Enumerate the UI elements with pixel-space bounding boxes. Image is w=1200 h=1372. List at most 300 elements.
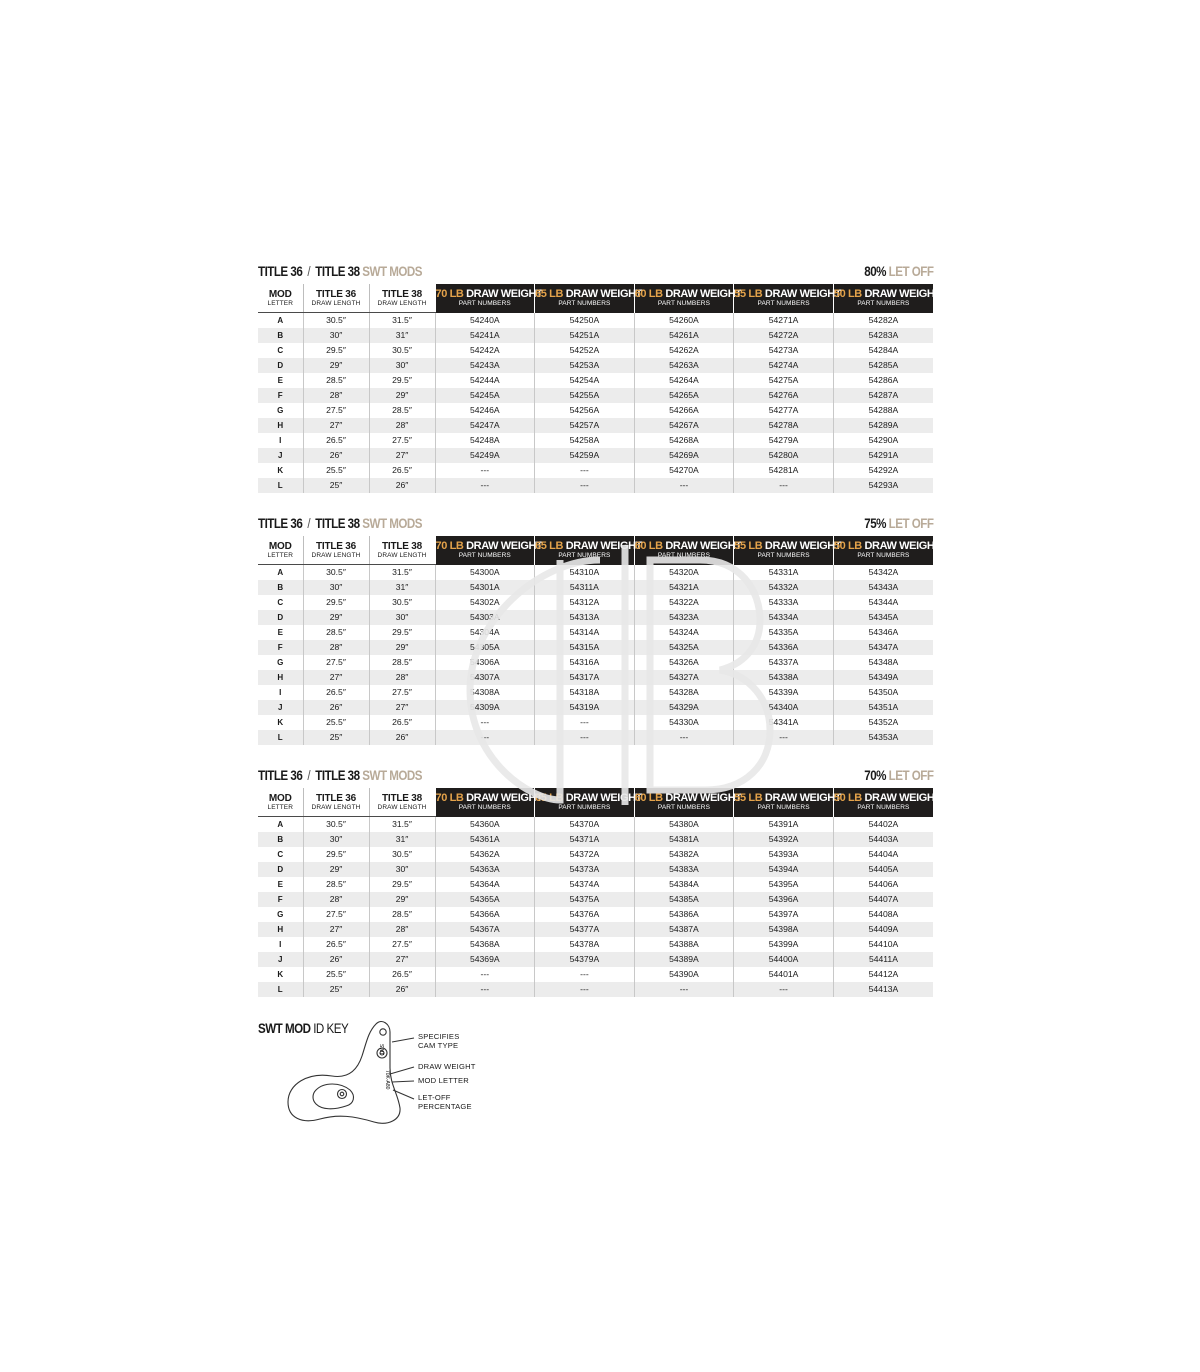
title-separator: /	[307, 264, 311, 279]
part-number-cell: ---	[634, 982, 734, 997]
weight-suffix: DRAW WEIGHT	[764, 287, 842, 300]
header-main	[734, 791, 842, 804]
title36-length-cell: 27.5″	[303, 907, 369, 922]
part-number-cell: 54285A	[833, 358, 933, 373]
title36-length-cell: 25.5″	[303, 967, 369, 982]
title36-length-cell: 29.5″	[303, 343, 369, 358]
swt-mods-label: SWT MODS	[362, 264, 423, 279]
weight-suffix: DRAW WEIGHT	[665, 539, 742, 552]
table-row	[258, 448, 933, 463]
title36-length-cell: 28.5″	[303, 625, 369, 640]
part-number-cell: 54275A	[734, 373, 834, 388]
key-title-thin: ID KEY	[313, 1021, 349, 1036]
weight-suffix: DRAW WEIGHT	[565, 539, 642, 552]
part-number-cell: 54302A	[435, 595, 535, 610]
weight-suffix: DRAW WEIGHT	[466, 287, 543, 300]
part-number-cell: 54352A	[833, 715, 933, 730]
part-number-table	[258, 536, 941, 745]
callout-leader-mod	[392, 1081, 414, 1082]
title38-length-cell: 31″	[369, 832, 435, 847]
draw-weight-header	[634, 284, 742, 313]
draw-weight-header	[535, 536, 642, 565]
part-number-cell: 54353A	[833, 730, 933, 745]
part-number-cell: 54278A	[734, 418, 834, 433]
part-number-cell: 54411A	[833, 952, 933, 967]
part-number-cell: 54369A	[435, 952, 535, 967]
table-row	[258, 625, 933, 640]
part-number-cell: 54286A	[833, 373, 933, 388]
mod-letter-header	[258, 284, 303, 313]
part-number-cell: 54248A	[435, 433, 535, 448]
header-sub: PART NUMBERS	[857, 551, 910, 559]
part-number-cell: 54334A	[734, 610, 834, 625]
title36-length-cell: 28.5″	[303, 877, 369, 892]
part-number-cell: 54379A	[535, 952, 635, 967]
header-main	[634, 287, 742, 300]
part-number-cell: 54402A	[833, 817, 933, 833]
title38-length-cell: 29.5″	[369, 877, 435, 892]
part-number-cell: 54400A	[734, 952, 834, 967]
callout-leader-cam	[392, 1038, 414, 1042]
table-header-row	[258, 788, 933, 817]
weight-value: 70 LB	[435, 791, 464, 804]
letoff-suffix: LET OFF	[888, 516, 933, 531]
part-number-cell: ---	[535, 478, 635, 493]
header-main	[535, 287, 642, 300]
part-number-cell: 54408A	[833, 907, 933, 922]
module-part-mark: 70K-A80	[384, 1070, 390, 1090]
title38-length-cell: 26.5″	[369, 967, 435, 982]
mod-letter-cell: B	[258, 328, 303, 343]
table-row	[258, 907, 933, 922]
title-separator: /	[307, 516, 311, 531]
part-number-cell: 54375A	[535, 892, 635, 907]
part-number-cell: 54314A	[535, 625, 635, 640]
part-number-cell: 54409A	[833, 922, 933, 937]
part-number-cell: 54300A	[435, 565, 535, 581]
table-row	[258, 685, 933, 700]
part-number-cell: 54276A	[734, 388, 834, 403]
part-number-cell: 54371A	[535, 832, 635, 847]
part-number-cell: 54404A	[833, 847, 933, 862]
part-number-cell: 54361A	[435, 832, 535, 847]
part-number-cell: 54365A	[435, 892, 535, 907]
part-number-cell: 54320A	[634, 565, 734, 581]
part-number-cell: 54326A	[634, 655, 734, 670]
title38-length-cell: 27″	[369, 448, 435, 463]
part-number-cell: ---	[734, 730, 834, 745]
swt-mods-label: SWT MODS	[362, 768, 423, 783]
part-number-cell: 54384A	[634, 877, 734, 892]
header-main	[734, 539, 842, 552]
table-row	[258, 328, 933, 343]
key-title-bold: SWT MOD	[258, 1021, 311, 1036]
mod-letter-cell: J	[258, 700, 303, 715]
part-number-cell: 54306A	[435, 655, 535, 670]
part-number-table	[258, 284, 941, 493]
part-number-cell: 54316A	[535, 655, 635, 670]
title36-draw-length-header	[303, 536, 369, 565]
part-number-cell: 54387A	[634, 922, 734, 937]
title36-length-cell: 26.5″	[303, 685, 369, 700]
mod-letter-cell: F	[258, 388, 303, 403]
part-number-cell: 54398A	[734, 922, 834, 937]
part-number-cell: 54360A	[435, 817, 535, 833]
header-sub: DRAW LENGTH	[377, 299, 427, 307]
part-number-cell: 54304A	[435, 625, 535, 640]
header-main	[535, 791, 642, 804]
table-row	[258, 433, 933, 448]
part-number-cell: 54312A	[535, 595, 635, 610]
title36-length-cell: 29.5″	[303, 595, 369, 610]
title36-draw-length-header	[303, 284, 369, 313]
part-number-cell: 54308A	[435, 685, 535, 700]
title38-length-cell: 27.5″	[369, 937, 435, 952]
mod-letter-cell: L	[258, 982, 303, 997]
part-number-cell: 54373A	[535, 862, 635, 877]
part-number-cell: 54399A	[734, 937, 834, 952]
weight-value: 55 LB	[734, 539, 763, 552]
letoff-suffix: LET OFF	[888, 768, 933, 783]
title36-length-cell: 26″	[303, 448, 369, 463]
part-number-cell: 54313A	[535, 610, 635, 625]
mod-letter-cell: A	[277, 820, 284, 829]
part-number-cell: ---	[734, 982, 834, 997]
callout-cam-type: SPECIFIES CAM TYPE	[418, 1032, 460, 1050]
header-main: TITLE 36	[315, 792, 357, 804]
header-main: TITLE 38	[381, 288, 423, 300]
mod-letter-cell: J	[258, 952, 303, 967]
part-number-cell: 54346A	[833, 625, 933, 640]
table-row	[258, 388, 933, 403]
header-sub: PART NUMBERS	[757, 803, 810, 811]
part-number-cell: 54250A	[535, 313, 635, 329]
weight-suffix: DRAW WEIGHT	[565, 287, 642, 300]
mod-letter-cell: D	[258, 862, 303, 877]
part-number-cell: ---	[435, 478, 535, 493]
table-row	[258, 580, 933, 595]
part-number-cell: 54332A	[734, 580, 834, 595]
title36-length-cell: 29.5″	[303, 847, 369, 862]
callout-mod-letter: MOD LETTER	[418, 1076, 469, 1085]
title38-length-cell: 27.5″	[369, 685, 435, 700]
mod-letter-cell: I	[279, 436, 282, 445]
weight-value: 70 LB	[435, 287, 464, 300]
part-number-cell: 54265A	[634, 388, 734, 403]
weight-value: 70 LB	[435, 539, 464, 552]
title38-length-cell: 28″	[369, 418, 435, 433]
part-number-cell: ---	[634, 478, 734, 493]
header-main: MOD	[268, 540, 292, 552]
part-number-cell: 54262A	[634, 343, 734, 358]
table-row	[258, 817, 933, 833]
part-number-cell: 54396A	[734, 892, 834, 907]
weight-suffix: DRAW WEIGHT	[864, 287, 941, 300]
title36-length-cell: 29″	[303, 610, 369, 625]
header-main: TITLE 36	[315, 540, 357, 552]
table-row	[258, 952, 933, 967]
mod-letter-cell: K	[277, 466, 284, 475]
part-number-cell: 54395A	[734, 877, 834, 892]
part-number-cell: 54372A	[535, 847, 635, 862]
weight-value: 55 LB	[734, 791, 763, 804]
part-number-cell: 54255A	[535, 388, 635, 403]
part-number-cell: 54339A	[734, 685, 834, 700]
part-number-cell: 54318A	[535, 685, 635, 700]
part-number-cell: 54330A	[634, 715, 734, 730]
header-sub: PART NUMBERS	[857, 299, 910, 307]
part-number-cell: ---	[435, 982, 535, 997]
part-number-cell: 54245A	[435, 388, 535, 403]
draw-weight-header	[833, 284, 941, 313]
title-36-label: TITLE 36	[258, 516, 303, 531]
table-row	[258, 862, 933, 877]
title36-draw-length-header	[303, 788, 369, 817]
part-number-cell: 54283A	[833, 328, 933, 343]
swt-mods-label: SWT MODS	[362, 516, 423, 531]
table-row	[258, 565, 933, 581]
weight-value: 65 LB	[535, 791, 564, 804]
swt-mods-section-75	[258, 516, 941, 745]
part-number-cell: 54324A	[634, 625, 734, 640]
mod-letter-cell: H	[258, 418, 303, 433]
title38-length-cell: 28″	[369, 922, 435, 937]
header-main	[833, 287, 941, 300]
part-number-cell: ---	[435, 463, 535, 478]
mod-letter-cell: D	[258, 610, 303, 625]
mod-letter-cell: A	[277, 316, 284, 325]
header-main	[833, 791, 941, 804]
part-number-cell: 54338A	[734, 670, 834, 685]
part-number-cell: 54271A	[734, 313, 834, 329]
header-sub: LETTER	[267, 299, 294, 307]
part-number-cell: 54260A	[634, 313, 734, 329]
mod-letter-cell: L	[258, 478, 303, 493]
header-main: MOD	[268, 288, 292, 300]
title36-length-cell: 25.5″	[303, 715, 369, 730]
title36-length-cell: 30″	[303, 832, 369, 847]
part-number-cell: 54311A	[535, 580, 635, 595]
letoff-label	[864, 516, 933, 531]
draw-weight-header	[833, 536, 941, 565]
section-title	[258, 516, 422, 531]
title-38-label: TITLE 38	[315, 768, 360, 783]
title38-length-cell: 30″	[369, 862, 435, 877]
part-number-cell: 54374A	[535, 877, 635, 892]
part-number-cell: 54303A	[435, 610, 535, 625]
title36-length-cell: 25.5″	[303, 463, 369, 478]
header-sub: PART NUMBERS	[558, 299, 611, 307]
callout-draw-weight: DRAW WEIGHT	[418, 1062, 476, 1071]
title-36-label: TITLE 36	[258, 264, 303, 279]
title-38-label: TITLE 38	[315, 516, 360, 531]
part-number-cell: 54337A	[734, 655, 834, 670]
header-main	[634, 791, 742, 804]
part-number-cell: ---	[535, 982, 635, 997]
table-row	[258, 670, 933, 685]
part-number-cell: 54291A	[833, 448, 933, 463]
part-number-cell: 54348A	[833, 655, 933, 670]
title38-length-cell: 30.5″	[369, 595, 435, 610]
title38-length-cell: 26″	[369, 730, 435, 745]
section-header	[258, 516, 933, 536]
mod-letter-cell: J	[258, 448, 303, 463]
part-number-cell: 54270A	[634, 463, 734, 478]
mod-letter-cell: F	[258, 892, 303, 907]
part-number-cell: 54322A	[634, 595, 734, 610]
weight-suffix: DRAW WEIGHT	[764, 791, 842, 804]
title38-length-cell: 27.5″	[369, 433, 435, 448]
part-number-cell: 54307A	[435, 670, 535, 685]
part-number-cell: 54377A	[535, 922, 635, 937]
part-number-cell: 54284A	[833, 343, 933, 358]
title36-length-cell: 28″	[303, 388, 369, 403]
header-main	[634, 539, 742, 552]
title36-length-cell: 27″	[303, 418, 369, 433]
part-number-cell: ---	[535, 730, 635, 745]
part-number-cell: 54319A	[535, 700, 635, 715]
title36-length-cell: 26.5″	[303, 433, 369, 448]
part-number-cell: 54385A	[634, 892, 734, 907]
part-number-cell: ---	[535, 463, 635, 478]
table-row	[258, 478, 933, 493]
table-row	[258, 640, 933, 655]
title-38-label: TITLE 38	[315, 264, 360, 279]
part-number-cell: 54405A	[833, 862, 933, 877]
part-number-cell: 54247A	[435, 418, 535, 433]
cam-mount-hole-top	[380, 1029, 386, 1035]
weight-suffix: DRAW WEIGHT	[665, 287, 742, 300]
part-number-cell: 54251A	[535, 328, 635, 343]
mod-letter-cell: C	[277, 598, 284, 607]
part-number-cell: 54343A	[833, 580, 933, 595]
table-row	[258, 922, 933, 937]
section-header	[258, 264, 933, 284]
part-number-cell: 54290A	[833, 433, 933, 448]
title36-length-cell: 25″	[303, 982, 369, 997]
part-number-cell: 54315A	[535, 640, 635, 655]
mod-letter-cell: H	[258, 922, 303, 937]
part-number-cell: 54363A	[435, 862, 535, 877]
mod-letter-header	[258, 788, 303, 817]
part-number-cell: 54252A	[535, 343, 635, 358]
section-title	[258, 768, 422, 783]
part-number-cell: 54259A	[535, 448, 635, 463]
title38-length-cell: 30″	[369, 358, 435, 373]
letoff-percent: 75%	[863, 516, 886, 531]
header-main	[435, 287, 543, 300]
title36-length-cell: 28.5″	[303, 373, 369, 388]
table-row	[258, 655, 933, 670]
swt-mods-section-70	[258, 768, 941, 997]
weight-value: 55 LB	[734, 287, 763, 300]
weight-value: 50 LB	[833, 287, 862, 300]
title36-length-cell: 30″	[303, 580, 369, 595]
part-number-cell: 54362A	[435, 847, 535, 862]
part-number-cell: 54309A	[435, 700, 535, 715]
table-row	[258, 892, 933, 907]
title38-length-cell: 29″	[369, 640, 435, 655]
title38-length-cell: 28″	[369, 670, 435, 685]
table-row	[258, 730, 933, 745]
header-main	[833, 539, 941, 552]
part-number-cell: 54345A	[833, 610, 933, 625]
part-number-cell: ---	[535, 967, 635, 982]
mod-letter-cell: B	[258, 580, 303, 595]
table-row	[258, 463, 933, 478]
mod-letter-cell: D	[258, 358, 303, 373]
part-number-cell: 54378A	[535, 937, 635, 952]
part-number-cell: ---	[435, 730, 535, 745]
part-number-cell: 54287A	[833, 388, 933, 403]
header-sub: DRAW LENGTH	[311, 803, 361, 811]
header-main	[435, 539, 543, 552]
table-row	[258, 418, 933, 433]
header-sub: PART NUMBERS	[558, 551, 611, 559]
title38-length-cell: 31.5″	[369, 313, 435, 329]
title38-length-cell: 28.5″	[369, 907, 435, 922]
cam-module-outline	[288, 1022, 400, 1124]
title38-length-cell: 26″	[369, 478, 435, 493]
table-row	[258, 967, 933, 982]
part-number-cell: 54317A	[535, 670, 635, 685]
table-row	[258, 832, 933, 847]
draw-weight-header	[833, 788, 941, 817]
title38-length-cell: 26.5″	[369, 463, 435, 478]
mod-letter-cell: G	[277, 910, 284, 919]
part-number-cell: 54258A	[535, 433, 635, 448]
mod-letter-cell: I	[279, 688, 282, 697]
title38-length-cell: 28.5″	[369, 403, 435, 418]
part-number-cell: 54394A	[734, 862, 834, 877]
table-row	[258, 877, 933, 892]
table-row	[258, 595, 933, 610]
header-main	[535, 539, 642, 552]
weight-suffix: DRAW WEIGHT	[466, 539, 543, 552]
title38-length-cell: 27″	[369, 952, 435, 967]
part-number-cell: 54256A	[535, 403, 635, 418]
header-main: TITLE 36	[315, 288, 357, 300]
title36-length-cell: 27.5″	[303, 655, 369, 670]
mod-letter-cell: E	[277, 628, 283, 637]
table-row	[258, 610, 933, 625]
weight-value: 60 LB	[634, 539, 663, 552]
part-number-cell: 54341A	[734, 715, 834, 730]
draw-weight-header	[435, 536, 543, 565]
mod-letter-cell: L	[258, 730, 303, 745]
weight-suffix: DRAW WEIGHT	[466, 791, 543, 804]
draw-weight-header	[435, 284, 543, 313]
part-number-cell: 54289A	[833, 418, 933, 433]
mod-letter-cell: I	[279, 940, 282, 949]
letoff-label	[864, 264, 933, 279]
weight-suffix: DRAW WEIGHT	[764, 539, 842, 552]
header-sub: DRAW LENGTH	[311, 299, 361, 307]
part-number-table	[258, 788, 941, 997]
title38-length-cell: 29″	[369, 388, 435, 403]
part-number-cell: 54342A	[833, 565, 933, 581]
part-number-cell: 54380A	[634, 817, 734, 833]
title38-length-cell: 26″	[369, 982, 435, 997]
section-title	[258, 264, 422, 279]
title36-length-cell: 26.5″	[303, 937, 369, 952]
title36-length-cell: 28″	[303, 640, 369, 655]
weight-suffix: DRAW WEIGHT	[665, 791, 742, 804]
callout-leader-weight	[390, 1067, 414, 1074]
header-sub: DRAW LENGTH	[377, 551, 427, 559]
part-number-cell: 54269A	[634, 448, 734, 463]
swt-mods-section-80	[258, 264, 941, 493]
